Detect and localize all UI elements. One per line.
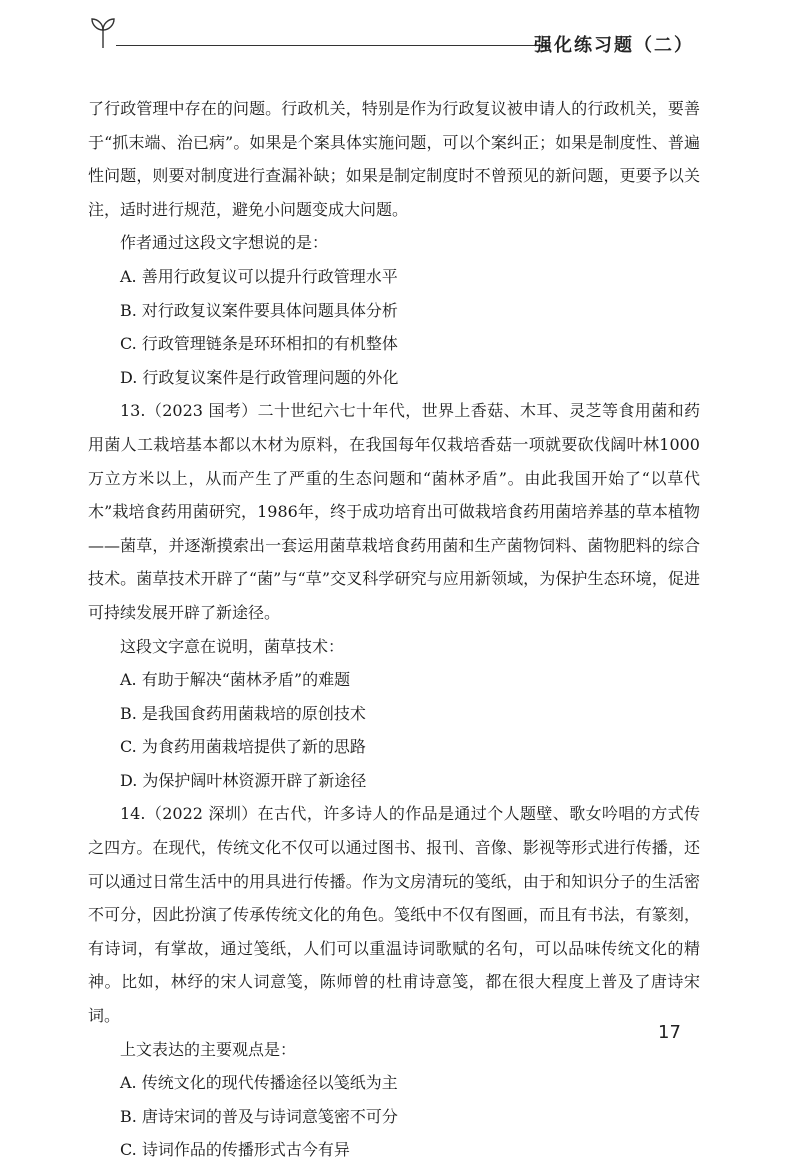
- q12-option-a: A. 善用行政复议可以提升行政管理水平: [120, 266, 398, 286]
- header-rule: [116, 45, 550, 46]
- sprout-icon: [88, 14, 118, 50]
- q13-option-a: A. 有助于解决“菌林矛盾”的难题: [120, 670, 351, 690]
- q13-option-b: B. 是我国食药用菌栽培的原创技术: [120, 703, 366, 723]
- q14-option-c: C. 诗词作品的传播形式古今有异: [120, 1140, 350, 1160]
- q13-option-d: D. 为保护阔叶林资源开辟了新途径: [120, 770, 367, 790]
- q12-option-d: D. 行政复议案件是行政管理问题的外化: [120, 367, 399, 387]
- q14-question: 上文表达的主要观点是：: [120, 1039, 297, 1059]
- q13-question: 这段文字意在说明，菌草技术：: [120, 636, 345, 656]
- q14-passage: 14.（2022 深圳）在古代，许多诗人的作品是通过个人题壁、歌女吟唱的方式传之四方。在现代，传统文化不仅可以通过图书、报刊、音像、影视等形式进行传播，还可以通过日常生活中的用具进行传播。作为文房清玩的笺纸，由于和知识分子的生活密不可分，因此扮演了传承传统文化的角色。笺纸中不仅有图画，而且有书法，有篆刻，有诗词，有掌故，通过笺纸，人们可以重温诗词歌赋的名句，可以品味传统文化的精神。比如，林纾的宋人词意笺，陈师曾的杜甫诗意笺，都在很大程度上普及了唐诗宋词。: [88, 804, 700, 1026]
- page-content: [88, 92, 700, 1167]
- section-title: 强化练习题（二）: [534, 35, 694, 56]
- q13-option-c: C. 为食药用菌栽培提供了新的思路: [120, 737, 366, 757]
- q14-option-b: B. 唐诗宋词的普及与诗词意笺密不可分: [120, 1106, 398, 1126]
- q14-option-a: A. 传统文化的现代传播途径以笺纸为主: [120, 1073, 398, 1093]
- q12-option-b: B. 对行政复议案件要具体问题具体分析: [120, 300, 398, 320]
- page-number: 17: [658, 1022, 681, 1043]
- q12-option-c: C. 行政管理链条是环环相扣的有机整体: [120, 334, 398, 354]
- q13-passage: 13.（2023 国考）二十世纪六七十年代，世界上香菇、木耳、灵芝等食用菌和药用菌人工栽培基本都以木材为原料，在我国每年仅栽培香菇一项就要砍伐阔叶林1000万立方米以上，从而产生了严重的生态问题和“菌林矛盾”。由此我国开始了“以草代木”栽培食药用菌研究，1986年，终于成功培育出可做栽培食药用菌培养基的草本植物——菌草，并逐渐摸索出一套运用菌草栽培食药用菌和生产菌物饲料、菌物肥料的综合技术。菌草技术开辟了“菌”与“草”交叉科学研究与应用新领域，为保护生态环境，促进可持续发展开辟了新途径。: [88, 401, 700, 622]
- q12-question: 作者通过这段文字想说的是：: [120, 233, 329, 253]
- page-header: [88, 14, 700, 54]
- q12-passage: 了行政管理中存在的问题。行政机关，特别是作为行政复议被申请人的行政机关，要善于“抓末端、治已病”。如果是个案具体实施问题，可以个案纠正；如果是制度性、普遍性问题，则要对制度进行查漏补缺；如果是制定制度时不曾预见的新问题，更要予以关注，适时进行规范，避免小问题变成大问题。: [88, 99, 700, 219]
